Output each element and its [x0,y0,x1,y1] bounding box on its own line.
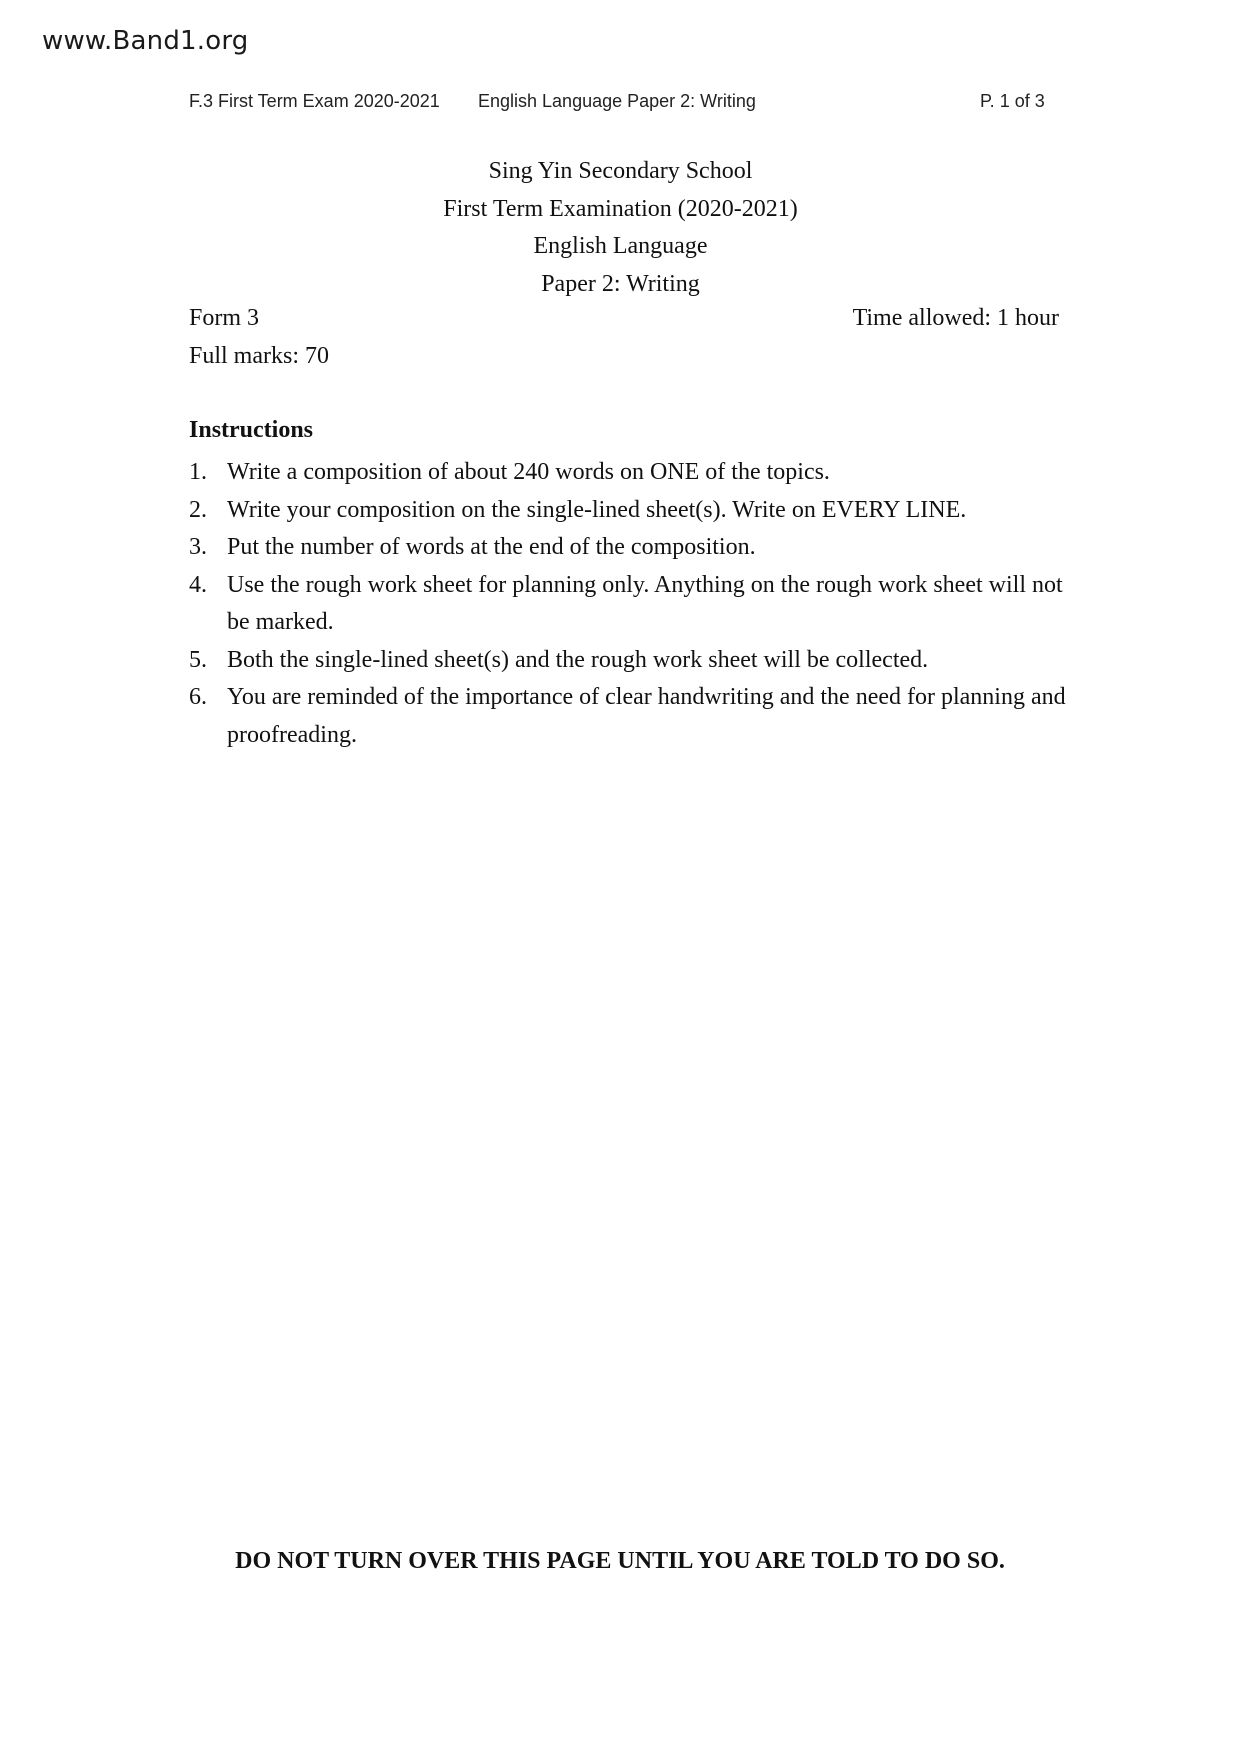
running-header-page-number: P. 1 of 3 [980,91,1045,111]
paper-name: Paper 2: Writing [541,270,700,297]
instruction-item [189,642,1069,680]
instruction-item [189,492,1069,530]
instruction-item [189,454,1069,492]
instruction-number: 3. [189,534,207,560]
instruction-text: Use the rough work sheet for planning only. Anything on the rough work sheet will not be marked. [227,571,1063,635]
instruction-text: Both the single-lined sheet(s) and the rough work sheet will be collected. [227,646,929,673]
do-not-turn-over-warning: DO NOT TURN OVER THIS PAGE UNTIL YOU ARE TOLD TO DO SO. [235,1548,1005,1574]
time-allowed: Time allowed: 1 hour [852,305,1059,331]
instruction-number: 4. [189,571,207,598]
school-name: Sing Yin Secondary School [488,158,753,184]
exam-name: First Term Examination (2020-2021) [443,195,798,222]
site-watermark: www.Band1.org [42,26,249,56]
instruction-number: 1. [189,459,207,485]
instruction-number: 5. [189,646,207,673]
subject-name: English Language [533,233,708,259]
instruction-item [189,679,1069,754]
form-level: Form 3 [189,305,260,331]
instruction-text: Put the number of words at the end of the composition. [227,534,756,560]
instruction-number: 2. [189,496,207,523]
running-header-exam: F.3 First Term Exam 2020-2021 [189,91,440,111]
running-header-paper: English Language Paper 2: Writing [478,91,756,111]
instructions-list [189,454,1069,754]
instruction-number: 6. [189,684,207,710]
instruction-text: Write your composition on the single-lined sheet(s). Write on EVERY LINE. [227,496,967,523]
instruction-item [189,567,1069,642]
instructions-heading: Instructions [189,417,314,443]
instruction-item [189,529,1069,567]
title-block [0,153,1240,303]
instruction-text: Write a composition of about 240 words on ONE of the topics. [227,459,830,485]
instruction-text: You are reminded of the importance of clear handwriting and the need for planning and proofreading. [227,684,1066,748]
full-marks: Full marks: 70 [189,343,330,369]
